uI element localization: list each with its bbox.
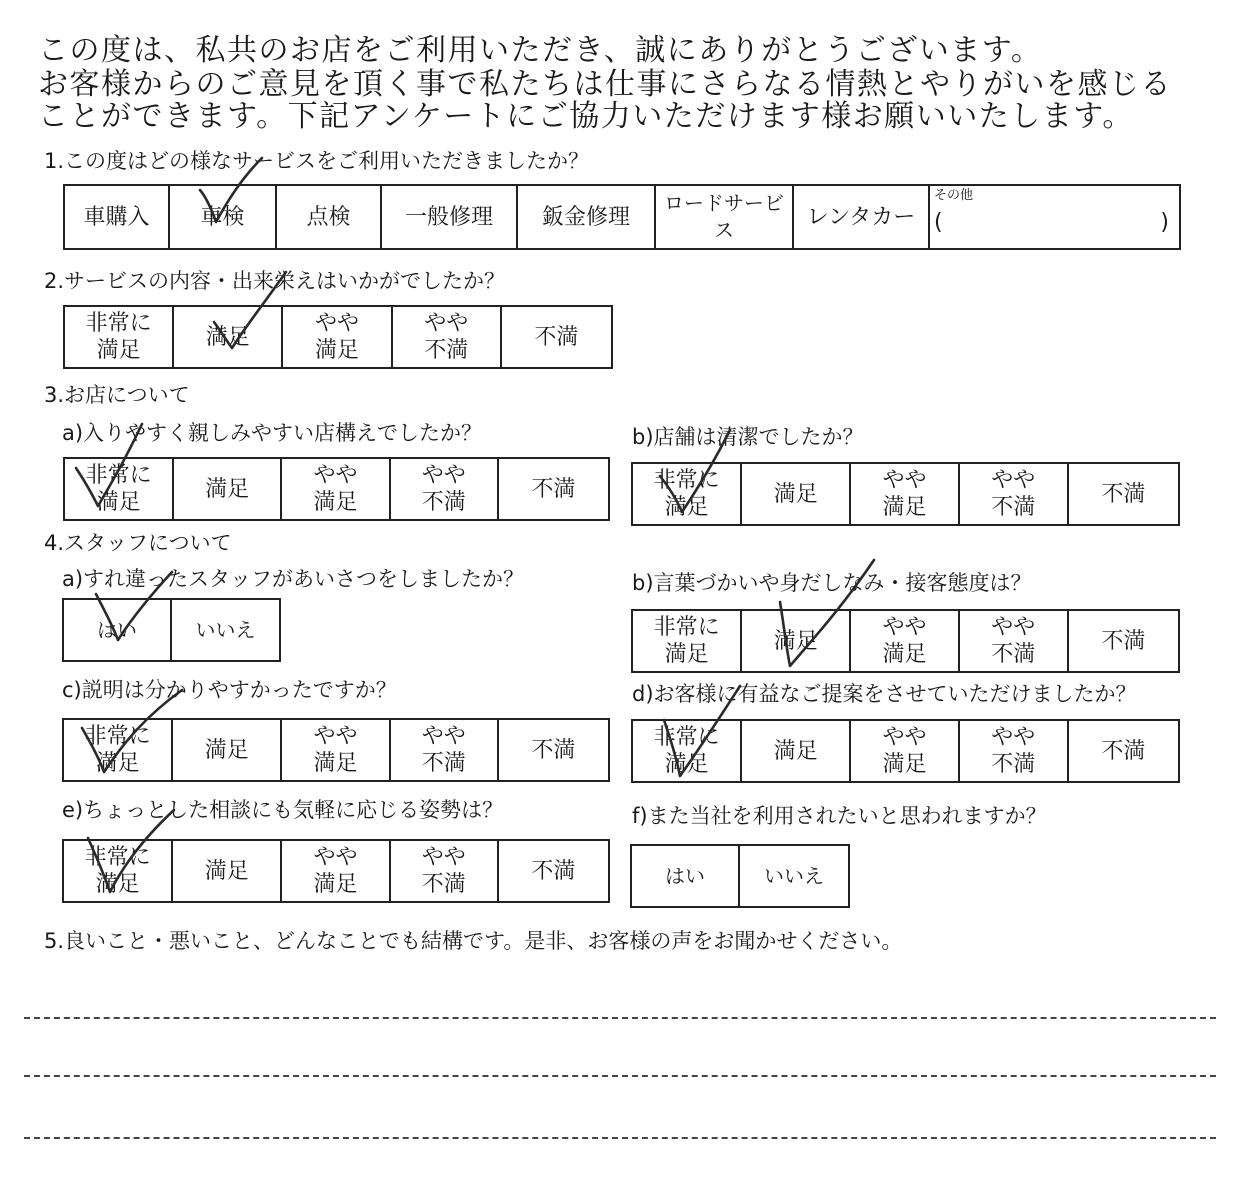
q1-other-field[interactable]: ( ) xyxy=(934,210,1169,235)
q4f-option-yes[interactable]: はい xyxy=(632,846,740,906)
q3b-option-very-satisfied[interactable]: 非常に 満足 xyxy=(633,464,742,524)
q4a-options xyxy=(62,598,281,662)
intro-line-2: お客様からのご意見を頂く事で私たちは仕事にさらなる情熱とやりがいを感じる xyxy=(38,67,1172,102)
q1-option-car-purchase[interactable]: 車購入 xyxy=(65,186,170,248)
q4d-question: d)お客様に有益なご提案をさせていただけましたか？ xyxy=(632,682,1137,706)
q4b-option-satisfied[interactable]: 満足 xyxy=(742,611,851,671)
q2-option-satisfied[interactable]: 満足 xyxy=(174,307,283,367)
q4e-option-very-satisfied[interactable]: 非常に 満足 xyxy=(64,841,173,901)
q3b-option-satisfied[interactable]: 満足 xyxy=(742,464,851,524)
q4f-option-no[interactable]: いいえ xyxy=(764,863,824,888)
q1-options xyxy=(63,184,1181,250)
q4b-options xyxy=(631,609,1180,673)
q4d-option-very-satisfied[interactable]: 非常に 満足 xyxy=(633,721,742,781)
q4e-option-somewhat-satisfied[interactable]: やや 満足 xyxy=(282,841,390,901)
q4-heading: 4.スタッフについて xyxy=(44,531,232,555)
comment-line-2[interactable] xyxy=(24,1075,1216,1077)
q1-option-general-repair[interactable]: 一般修理 xyxy=(382,186,518,248)
q1-option-road-service[interactable]: ロードサービス xyxy=(656,186,794,248)
q1-option-other[interactable] xyxy=(930,186,1179,248)
q2-options xyxy=(63,305,613,369)
q4b-option-somewhat-dissatisfied[interactable]: やや 不満 xyxy=(960,611,1069,671)
comment-line-3[interactable] xyxy=(24,1137,1216,1139)
q4d-options xyxy=(631,719,1180,783)
q4e-option-somewhat-dissatisfied[interactable]: やや 不満 xyxy=(391,841,499,901)
q4a-option-no[interactable]: いいえ xyxy=(195,617,256,642)
q4c-question: c)説明は分かりやすかったですか？ xyxy=(62,678,397,702)
q3b-option-somewhat-dissatisfied[interactable]: やや 不満 xyxy=(960,464,1069,524)
comment-line-1[interactable] xyxy=(24,1017,1216,1019)
q3a-options xyxy=(63,457,610,521)
q4c-option-very-satisfied[interactable]: 非常に 満足 xyxy=(64,720,173,780)
q4d-option-somewhat-satisfied[interactable]: やや 満足 xyxy=(851,721,959,781)
q2-question: 2.サービスの内容・出来栄えはいかがでしたか？ xyxy=(44,269,506,293)
q4b-question: b)言葉づかいや身だしなみ・接客態度は？ xyxy=(632,571,1032,595)
q4c-option-somewhat-dissatisfied[interactable]: やや 不満 xyxy=(391,720,499,780)
q4c-option-somewhat-satisfied[interactable]: やや 満足 xyxy=(282,720,390,780)
q1-question: 1.この度はどの様なサービスをご利用いただきましたか？ xyxy=(44,149,590,173)
q4e-options xyxy=(62,839,610,903)
q4a-question: a)すれ違ったスタッフがあいさつをしましたか？ xyxy=(62,567,525,591)
q1-option-sheet-metal[interactable]: 鈑金修理 xyxy=(518,186,656,248)
q2-option-somewhat-satisfied[interactable]: やや 満足 xyxy=(283,307,392,367)
q4d-option-somewhat-dissatisfied[interactable]: やや 不満 xyxy=(960,721,1069,781)
q1-other-label: その他 xyxy=(934,188,974,203)
q4d-option-dissatisfied[interactable]: 不満 xyxy=(1101,738,1146,764)
q4c-option-satisfied[interactable]: 満足 xyxy=(173,720,282,780)
q4b-option-somewhat-satisfied[interactable]: やや 満足 xyxy=(851,611,959,671)
q3a-option-very-satisfied[interactable]: 非常に 満足 xyxy=(65,459,174,519)
q4b-option-very-satisfied[interactable]: 非常に 満足 xyxy=(633,611,742,671)
q1-option-inspection-shaken[interactable]: 車検 xyxy=(170,186,277,248)
q4b-option-dissatisfied[interactable]: 不満 xyxy=(1101,628,1146,654)
q3b-option-dissatisfied[interactable]: 不満 xyxy=(1101,481,1146,507)
q3a-option-somewhat-dissatisfied[interactable]: やや 不満 xyxy=(391,459,499,519)
intro-line-1: この度は、私共のお店をご利用いただき、誠にありがとうございます。 xyxy=(38,33,1043,68)
q3b-option-somewhat-satisfied[interactable]: やや 満足 xyxy=(851,464,959,524)
q4e-option-dissatisfied[interactable]: 不満 xyxy=(531,858,576,884)
q4e-question: e)ちょっとした相談にも気軽に応じる姿勢は？ xyxy=(62,798,504,822)
q5-question: 5.良いこと・悪いこと、どんなことでも結構です。是非、お客様の声をお聞かせください。 xyxy=(44,929,903,953)
q3b-question: b)店舗は清潔でしたか？ xyxy=(632,425,864,449)
q4e-option-satisfied[interactable]: 満足 xyxy=(173,841,282,901)
q4a-option-yes[interactable]: はい xyxy=(64,600,172,660)
q3a-option-satisfied[interactable]: 満足 xyxy=(174,459,282,519)
q1-option-rental-car[interactable]: レンタカー xyxy=(794,186,930,248)
q4f-question: f)また当社を利用されたいと思われますか？ xyxy=(632,804,1047,828)
q3a-option-somewhat-satisfied[interactable]: やや 満足 xyxy=(282,459,390,519)
q3-heading: 3.お店について xyxy=(44,383,190,407)
q4d-option-satisfied[interactable]: 満足 xyxy=(742,721,851,781)
q4c-option-dissatisfied[interactable]: 不満 xyxy=(531,737,576,763)
q2-option-dissatisfied[interactable]: 不満 xyxy=(534,324,579,350)
q2-option-very-satisfied[interactable]: 非常に 満足 xyxy=(65,307,174,367)
q2-option-somewhat-dissatisfied[interactable]: やや 不満 xyxy=(393,307,502,367)
q1-option-check[interactable]: 点検 xyxy=(277,186,382,248)
q3a-option-dissatisfied[interactable]: 不満 xyxy=(531,476,576,502)
intro-line-3: ことができます。下記アンケートにご協力いただけます様お願いいたします。 xyxy=(38,99,1134,134)
q3a-question: a)入りやすく親しみやすい店構えでしたか？ xyxy=(62,421,483,445)
q4c-options xyxy=(62,718,610,782)
q3b-options xyxy=(631,462,1180,526)
q4f-options xyxy=(630,844,850,908)
